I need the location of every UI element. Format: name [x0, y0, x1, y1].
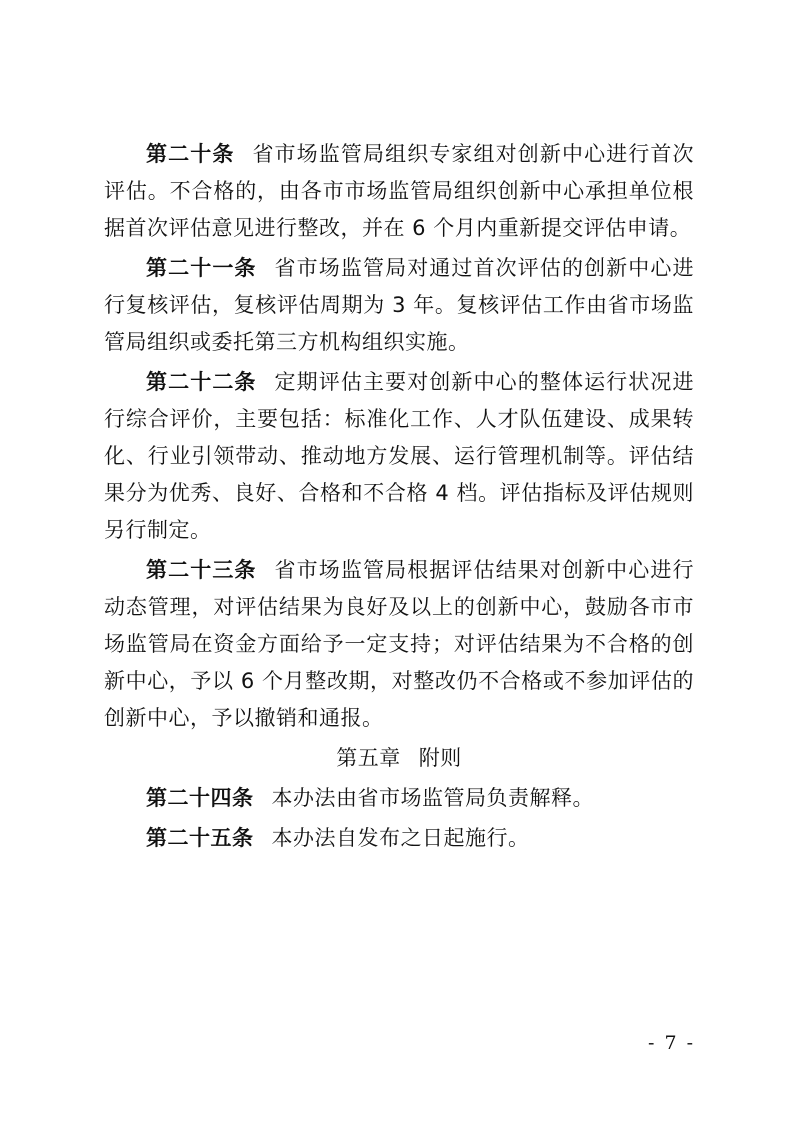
article-text: 省市场监管局对通过首次评估的创新中心进行复核评估，复核评估周期为 3 年。复核评估工作由省市场监管局组织或委托第三方机构组织实施。	[104, 256, 695, 354]
article-22	[104, 364, 694, 549]
page-number: - 7 -	[648, 1032, 696, 1054]
article-text: 本办法由省市场监管局负责解释。	[271, 786, 594, 810]
article-text: 定期评估主要对创新中心的整体运行状况进行综合评价，主要包括：标准化工作、人才队伍建设、成果转化、行业引领带动、推动地方发展、运行管理机制等。评估结果分为优秀、良好、合格和不合格 4 档。评估指标及评估规则另行制定。	[104, 370, 695, 542]
article-20	[104, 136, 694, 247]
article-title: 第二十条	[146, 142, 235, 166]
article-text: 省市场监管局根据评估结果对创新中心进行动态管理，对评估结果为良好及以上的创新中心，鼓励各市市场监管局在资金方面给予一定支持；对评估结果为不合格的创新中心，予以 6 个月整改期，对整改仍不合格或不参加评估的创新中心，予以撤销和通报。	[104, 558, 695, 730]
article-title: 第二十一条	[146, 256, 257, 280]
article-text: 省市场监管局组织专家组对创新中心进行首次评估。不合格的，由各市市场监管局组织创新中心承担单位根据首次评估意见进行整改，并在 6 个月内重新提交评估申请。	[104, 142, 695, 240]
article-23	[104, 552, 694, 737]
chapter-name: 附则	[418, 746, 462, 770]
chapter-heading	[104, 740, 694, 777]
document-body	[104, 136, 694, 860]
article-title: 第二十五条	[146, 826, 254, 850]
article-25	[104, 820, 694, 857]
article-title: 第二十三条	[146, 558, 257, 582]
article-24	[104, 780, 694, 817]
article-21	[104, 250, 694, 361]
article-title: 第二十二条	[146, 370, 257, 394]
article-title: 第二十四条	[146, 786, 254, 810]
chapter-number: 第五章	[336, 746, 401, 770]
article-text: 本办法自发布之日起施行。	[271, 826, 530, 850]
